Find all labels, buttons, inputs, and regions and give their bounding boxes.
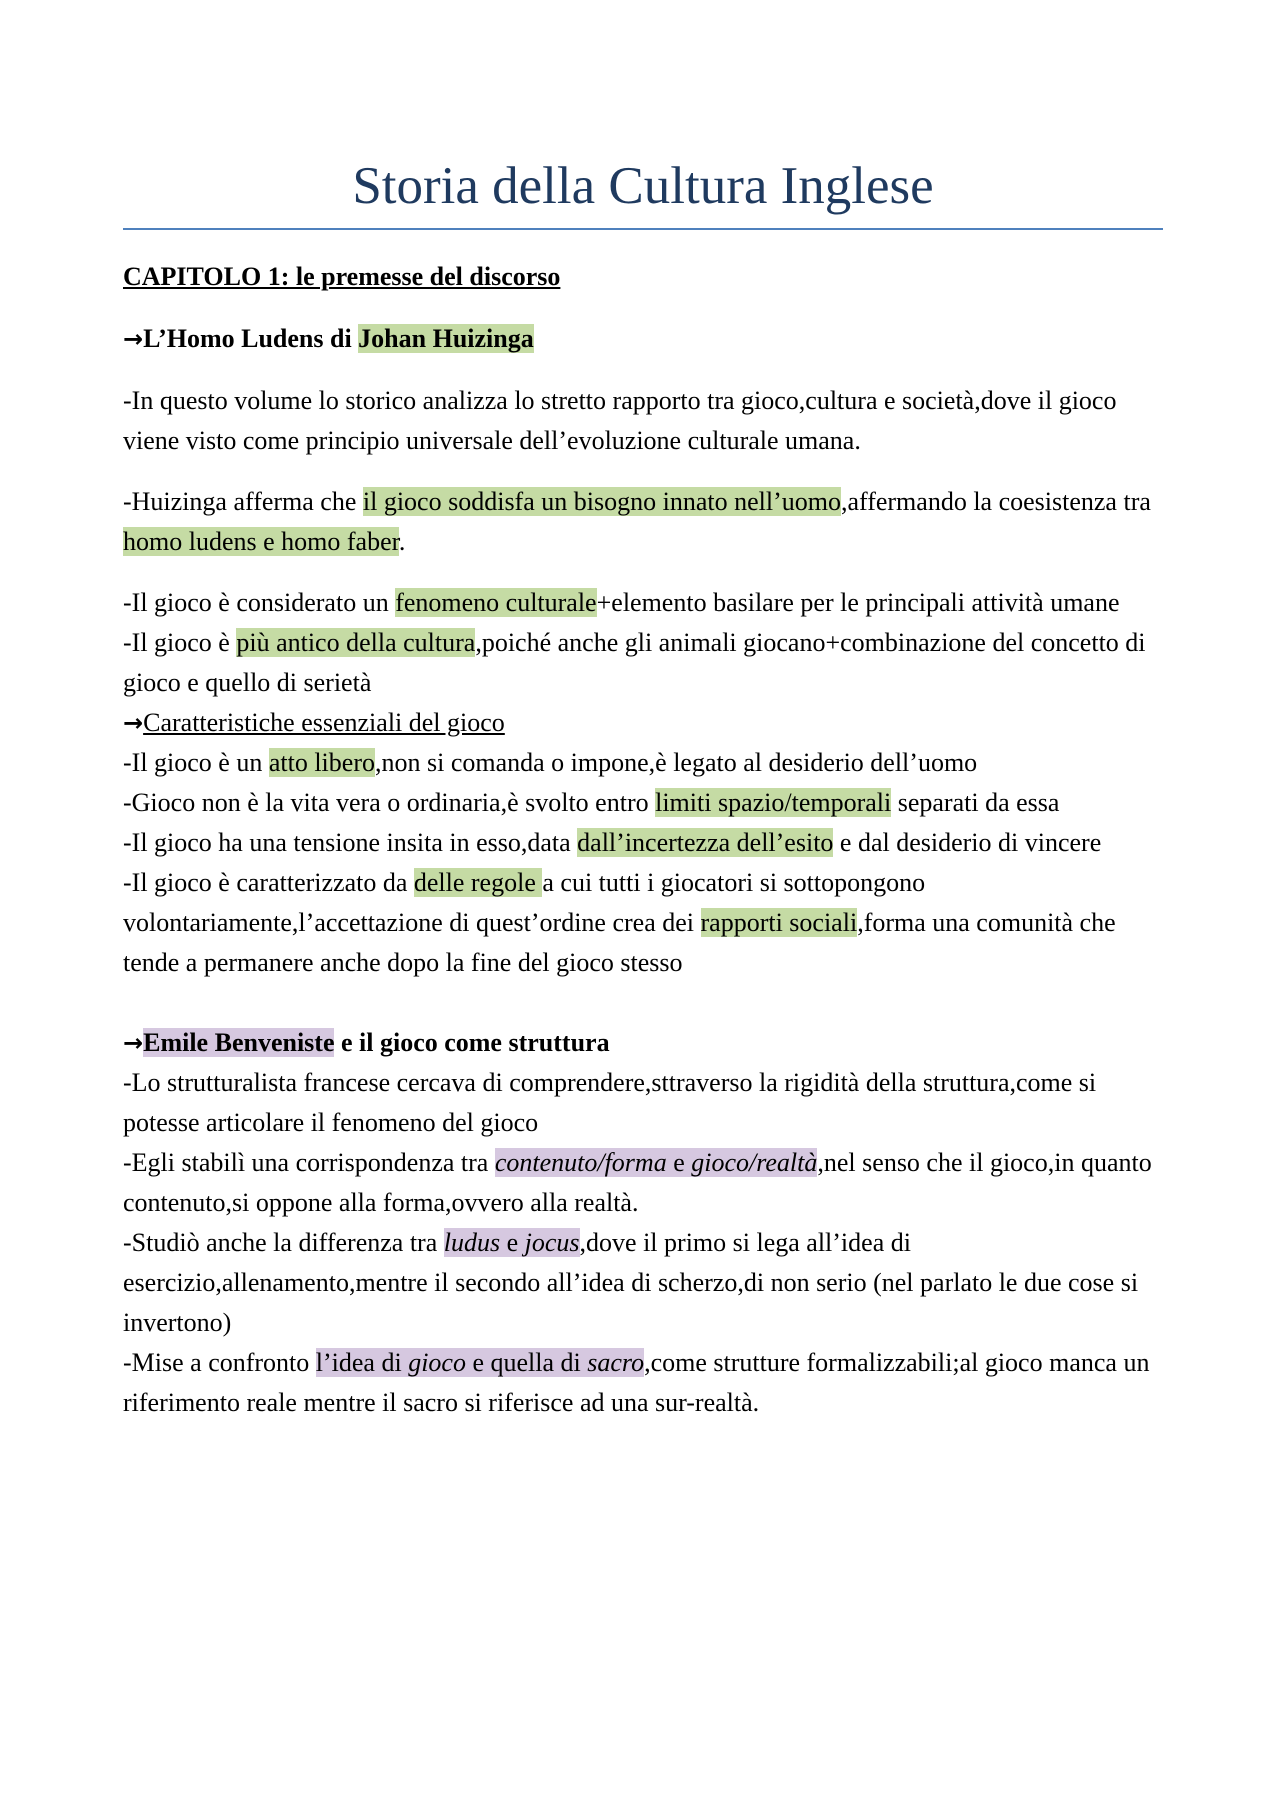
- text-span: e: [500, 1228, 525, 1257]
- text-span: ,poiché anche gli animali giocano+combinazione del concetto di gioco e quello di serietà: [123, 628, 1146, 697]
- paragraph-older-than-culture: [123, 623, 1163, 703]
- section-heading-text: L’Homo Ludens di: [143, 324, 359, 353]
- text-span: -Il gioco è: [123, 628, 237, 657]
- text-span: -Huizinga afferma che: [123, 487, 363, 516]
- highlight-text: delle regole: [413, 868, 543, 897]
- chapter-heading: CAPITOLO 1: le premesse del discorso: [123, 262, 561, 291]
- highlight-text: atto libero: [268, 748, 375, 777]
- highlight-text: homo ludens e homo faber: [123, 527, 399, 556]
- italic-term: gioco/realtà: [691, 1148, 818, 1177]
- paragraph-tension: [123, 823, 1163, 863]
- highlight-text: [495, 1148, 818, 1177]
- italic-term: jocus: [524, 1228, 580, 1257]
- section-heading-text: e il gioco come struttura: [334, 1028, 610, 1057]
- highlight-text: rapporti sociali: [700, 908, 858, 937]
- text-span: e: [666, 1148, 692, 1177]
- paragraph-structuralist: -Lo strutturalista francese cercava di comprendere,sttraverso la rigidità della struttura,come si potesse articolare il fenomeno del gioco: [123, 1068, 1097, 1137]
- text-span: ,affermando la coesistenza tra: [840, 487, 1151, 516]
- highlight-text: fenomeno culturale: [395, 588, 597, 617]
- italic-term: gioco: [408, 1348, 466, 1377]
- paragraph-ludus-jocus: [123, 1223, 1163, 1343]
- text-span: ,come strutture formalizzabili;al gioco manca un riferimento reale mentre il sacro si riferisce ad una sur-realtà.: [123, 1348, 1150, 1417]
- text-span: a cui tutti i giocatori si sottopongono volontariamente,l’accettazione di quest’ordine crea dei: [123, 868, 926, 937]
- paragraph-correspondence: [123, 1143, 1163, 1223]
- highlight-text: il gioco soddisfa un bisogno innato nell’uomo: [362, 487, 841, 516]
- paragraph-free-act: [123, 743, 1163, 783]
- text-span: ,nel senso che il gioco,in quanto contenuto,si oppone alla forma,ovvero alla realtà.: [123, 1148, 1152, 1217]
- text-span: ,forma una comunità che tende a permanere anche dopo la fine del gioco stesso: [123, 908, 1116, 977]
- text-span: separati da essa: [891, 788, 1060, 817]
- text-span: -Gioco non è la vita vera o ordinaria,è svolto entro: [123, 788, 656, 817]
- subheading-text: Caratteristiche essenziali del gioco: [143, 708, 505, 737]
- text-span: e dal desiderio di vincere: [833, 828, 1102, 857]
- highlight-text: [316, 1348, 644, 1377]
- paragraph-cultural-phenomenon: [123, 583, 1163, 623]
- italic-term: contenuto/forma: [494, 1148, 667, 1177]
- section-heading-benveniste: [123, 1023, 1163, 1063]
- text-span: -Studiò anche la differenza tra: [123, 1228, 444, 1257]
- highlight-text: dall’incertezza dell’esito: [577, 828, 834, 857]
- paragraph-intro: -In questo volume lo storico analizza lo stretto rapporto tra gioco,cultura e società,dove il gioco viene visto come principio universale dell’evoluzione culturale umana.: [123, 386, 1117, 455]
- text-span: e quella di: [465, 1348, 588, 1377]
- highlight-author: Johan Huizinga: [358, 324, 534, 353]
- arrow-right-icon: →: [123, 1029, 144, 1057]
- text-span: -Il gioco è considerato un: [123, 588, 396, 617]
- paragraph-rules: [123, 863, 1163, 983]
- text-span: -Il gioco ha una tensione insita in esso,data: [123, 828, 578, 857]
- highlight-text: più antico della cultura: [236, 628, 476, 657]
- paragraph-sacred: [123, 1343, 1163, 1423]
- text-span: +elemento basilare per le principali attività umane: [596, 588, 1120, 617]
- highlight-text: limiti spazio/temporali: [655, 788, 892, 817]
- text-span: ,non si comanda o impone,è legato al desiderio dell’uomo: [374, 748, 978, 777]
- arrow-right-icon: →: [123, 325, 144, 353]
- section-heading-huizinga: [123, 319, 1163, 359]
- highlight-author: Emile Benveniste: [143, 1028, 335, 1057]
- text-span: -Il gioco è caratterizzato da: [123, 868, 414, 897]
- text-span: l’idea di: [315, 1348, 409, 1377]
- text-span: ,dove il primo si lega all’idea di esercizio,allenamento,mentre il secondo all’idea di scherzo,di non serio (nel parlato le due cose si invertono): [123, 1228, 1139, 1337]
- arrow-right-icon: →: [123, 709, 144, 737]
- highlight-text: [444, 1228, 580, 1257]
- text-span: -Il gioco è un: [123, 748, 269, 777]
- text-span: -Egli stabilì una corrispondenza tra: [123, 1148, 495, 1177]
- document-page: [123, 150, 1163, 1423]
- paragraph-limits: [123, 783, 1163, 823]
- paragraph-huizinga-claim: [123, 482, 1163, 562]
- text-span: -Mise a confronto: [123, 1348, 316, 1377]
- italic-term: ludus: [443, 1228, 501, 1257]
- subheading-characteristics: [123, 703, 1163, 743]
- document-title: Storia della Cultura Inglese: [123, 150, 1163, 230]
- italic-term: sacro: [587, 1348, 645, 1377]
- text-span: .: [398, 527, 406, 556]
